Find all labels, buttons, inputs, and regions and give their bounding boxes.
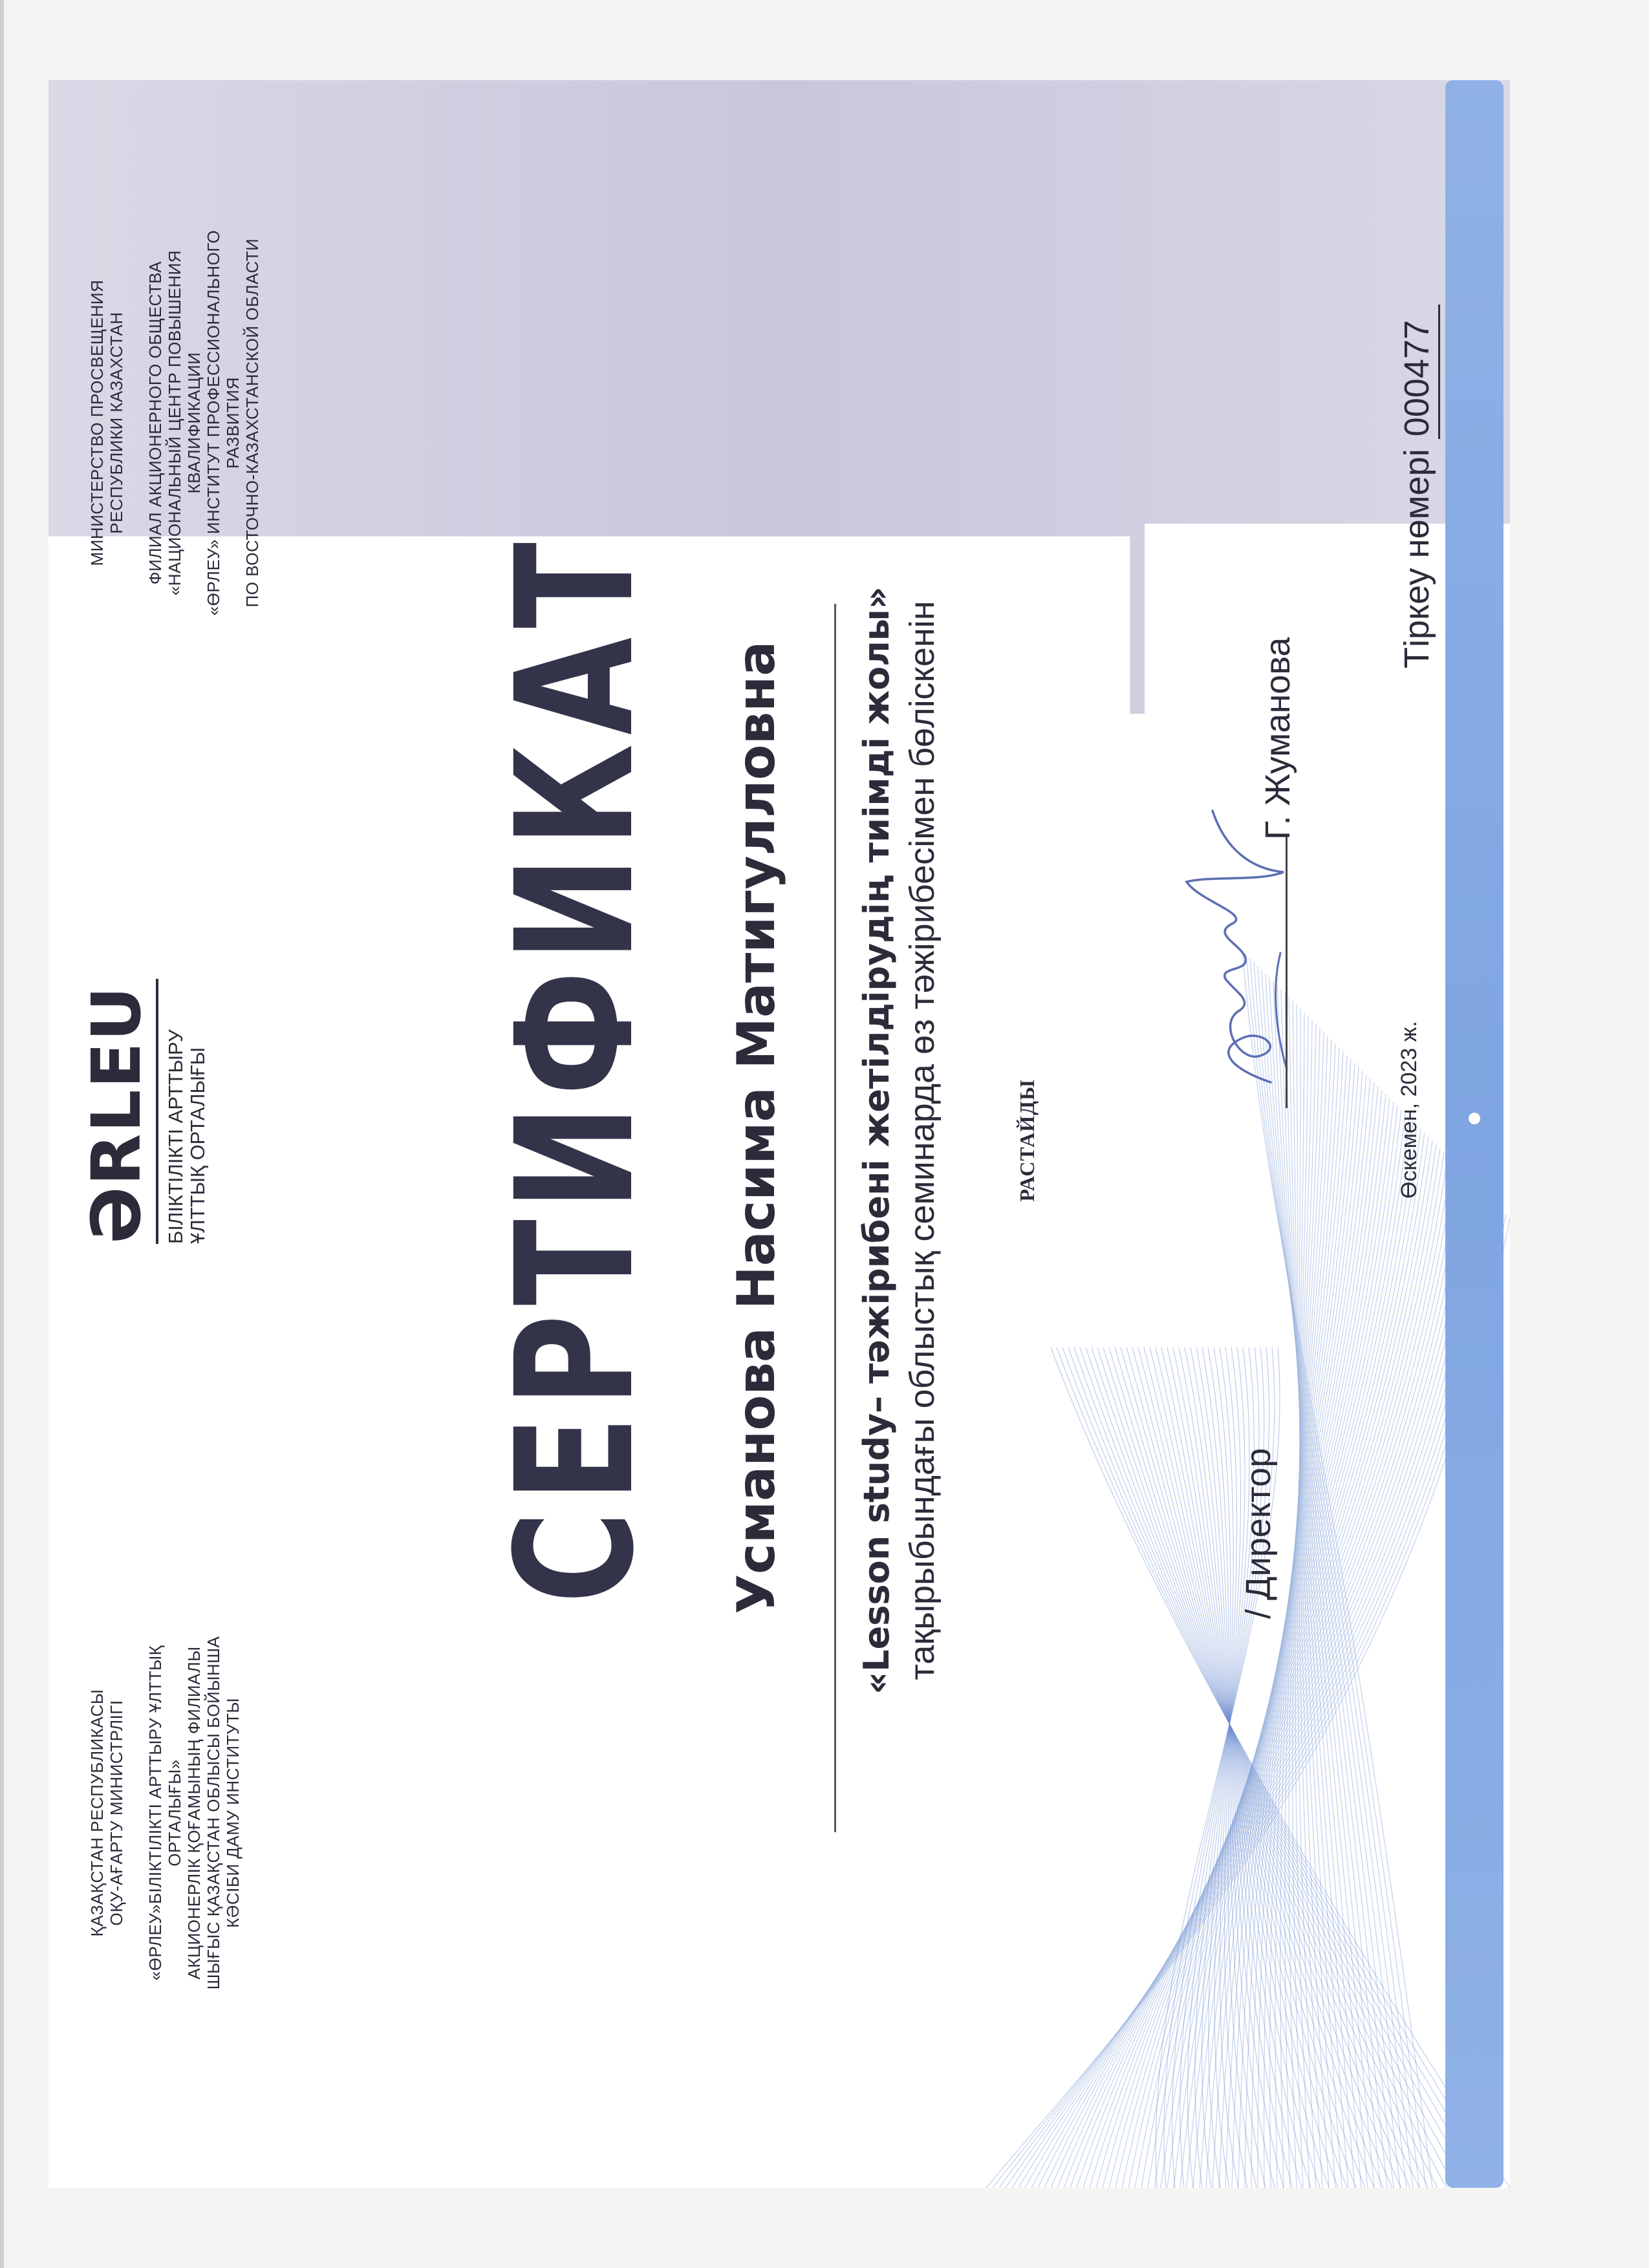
institute-kz-line: АКЦИОНЕРЛІК ҚОҒАМЫНЫҢ ФИЛИАЛЫ (184, 1646, 204, 1980)
registration-block (1397, 305, 1440, 669)
director-signature (1174, 798, 1303, 1095)
wave-line (1083, 1160, 1452, 2188)
logo-divider (156, 979, 158, 1244)
ministry-ru-line: РЕСПУБЛИКИ КАЗАХСТАН (107, 312, 126, 534)
city-date: Өскемен, 2023 ж. (1397, 1021, 1421, 1199)
seminar-description: тақырыбындағы облыстық семинарда өз тәжірибесімен бөліскенін (903, 601, 942, 1680)
wave-line (1006, 1206, 1498, 2188)
ministry-kz-line: ҚАЗАҚСТАН РЕСПУБЛИКАСЫ (87, 1689, 107, 1937)
wave-line (1018, 1199, 1491, 2188)
ministry-kz-line: ОҚУ-АҒАРТУ МИНИСТРЛІГІ (107, 1700, 126, 1926)
institute-ru-line: ФИЛИАЛ АКЦИОНЕРНОГО ОБЩЕСТВА (146, 261, 165, 585)
signature-line (1286, 837, 1288, 1108)
wave-line (993, 1214, 1506, 2188)
logo-subtitle-line1: БІЛІКТІЛІКТІ АРТТЫРУ (164, 1029, 187, 1244)
signer-name: Г. Жуманова (1258, 637, 1297, 840)
seminar-topic: «Lesson study– тәжірибені жетілдірудің тиімді жолы» (856, 586, 897, 1695)
recipient-name: Усманова Насима Матигулловна (726, 641, 786, 1614)
institute-ru-line: ПО ВОСТОЧНО-КАЗАХСТАНСКОЙ ОБЛАСТИ (242, 238, 262, 608)
registration-number: 000477 (1397, 305, 1440, 439)
certificate-sheet (48, 80, 1510, 2188)
wave-line (1057, 1347, 1501, 2188)
institute-ru-line: «ӨРЛЕУ» ИНСТИТУТ ПРОФЕССИОНАЛЬНОГО РАЗВИТИЯ (204, 230, 242, 616)
wave-line (1025, 1195, 1487, 2188)
wave-line (1031, 1191, 1483, 2188)
registration-label: Тіркеу нөмері (1397, 449, 1436, 669)
institute-ru-line: «НАЦИОНАЛЬНЫЙ ЦЕНТР ПОВЫШЕНИЯ КВАЛИФИКАЦИИ (165, 250, 204, 596)
blue-accent-bar (1445, 80, 1503, 2188)
accent-dot (1469, 1113, 1480, 1124)
ministry-ru-line: МИНИСТЕРСТВО ПРОСВЕЩЕНИЯ (87, 279, 107, 566)
orleu-logo (77, 966, 209, 1244)
ministry-kz-block (87, 1632, 242, 1994)
director-label: Директор (1239, 1448, 1278, 1600)
director-block (1238, 1448, 1278, 1619)
wave-line (1012, 1203, 1494, 2188)
certificate-title: СЕРТИФИКАТ (481, 533, 669, 1604)
institute-kz-line: «ӨРЛЕУ»БІЛІКТІЛІКТІ АРТТЫРУ ҰЛТТЫҚ ОРТАЛЫҒЫ» (146, 1645, 184, 1981)
logo-mark: ӘRLEU (77, 985, 156, 1244)
ministry-ru-block (87, 197, 262, 649)
wave-line (999, 1210, 1502, 2188)
confirms-label: РАСТАЙДЫ (1015, 1079, 1039, 1202)
tick-mark: / (1239, 1609, 1278, 1619)
institute-kz-line: ШЫҒЫС ҚАЗАҚСТАН ОБЛЫСЫ БОЙЫНША (204, 1636, 223, 1990)
scan-edge (0, 0, 4, 2268)
logo-subtitle-line2: ҰЛТТЫҚ ОРТАЛЫҒЫ (186, 1047, 209, 1244)
wave-line (1128, 1133, 1425, 2188)
name-underline (834, 604, 836, 1832)
institute-kz-line: КӘСІБИ ДАМУ ИНСТИТУТЫ (223, 1698, 242, 1928)
